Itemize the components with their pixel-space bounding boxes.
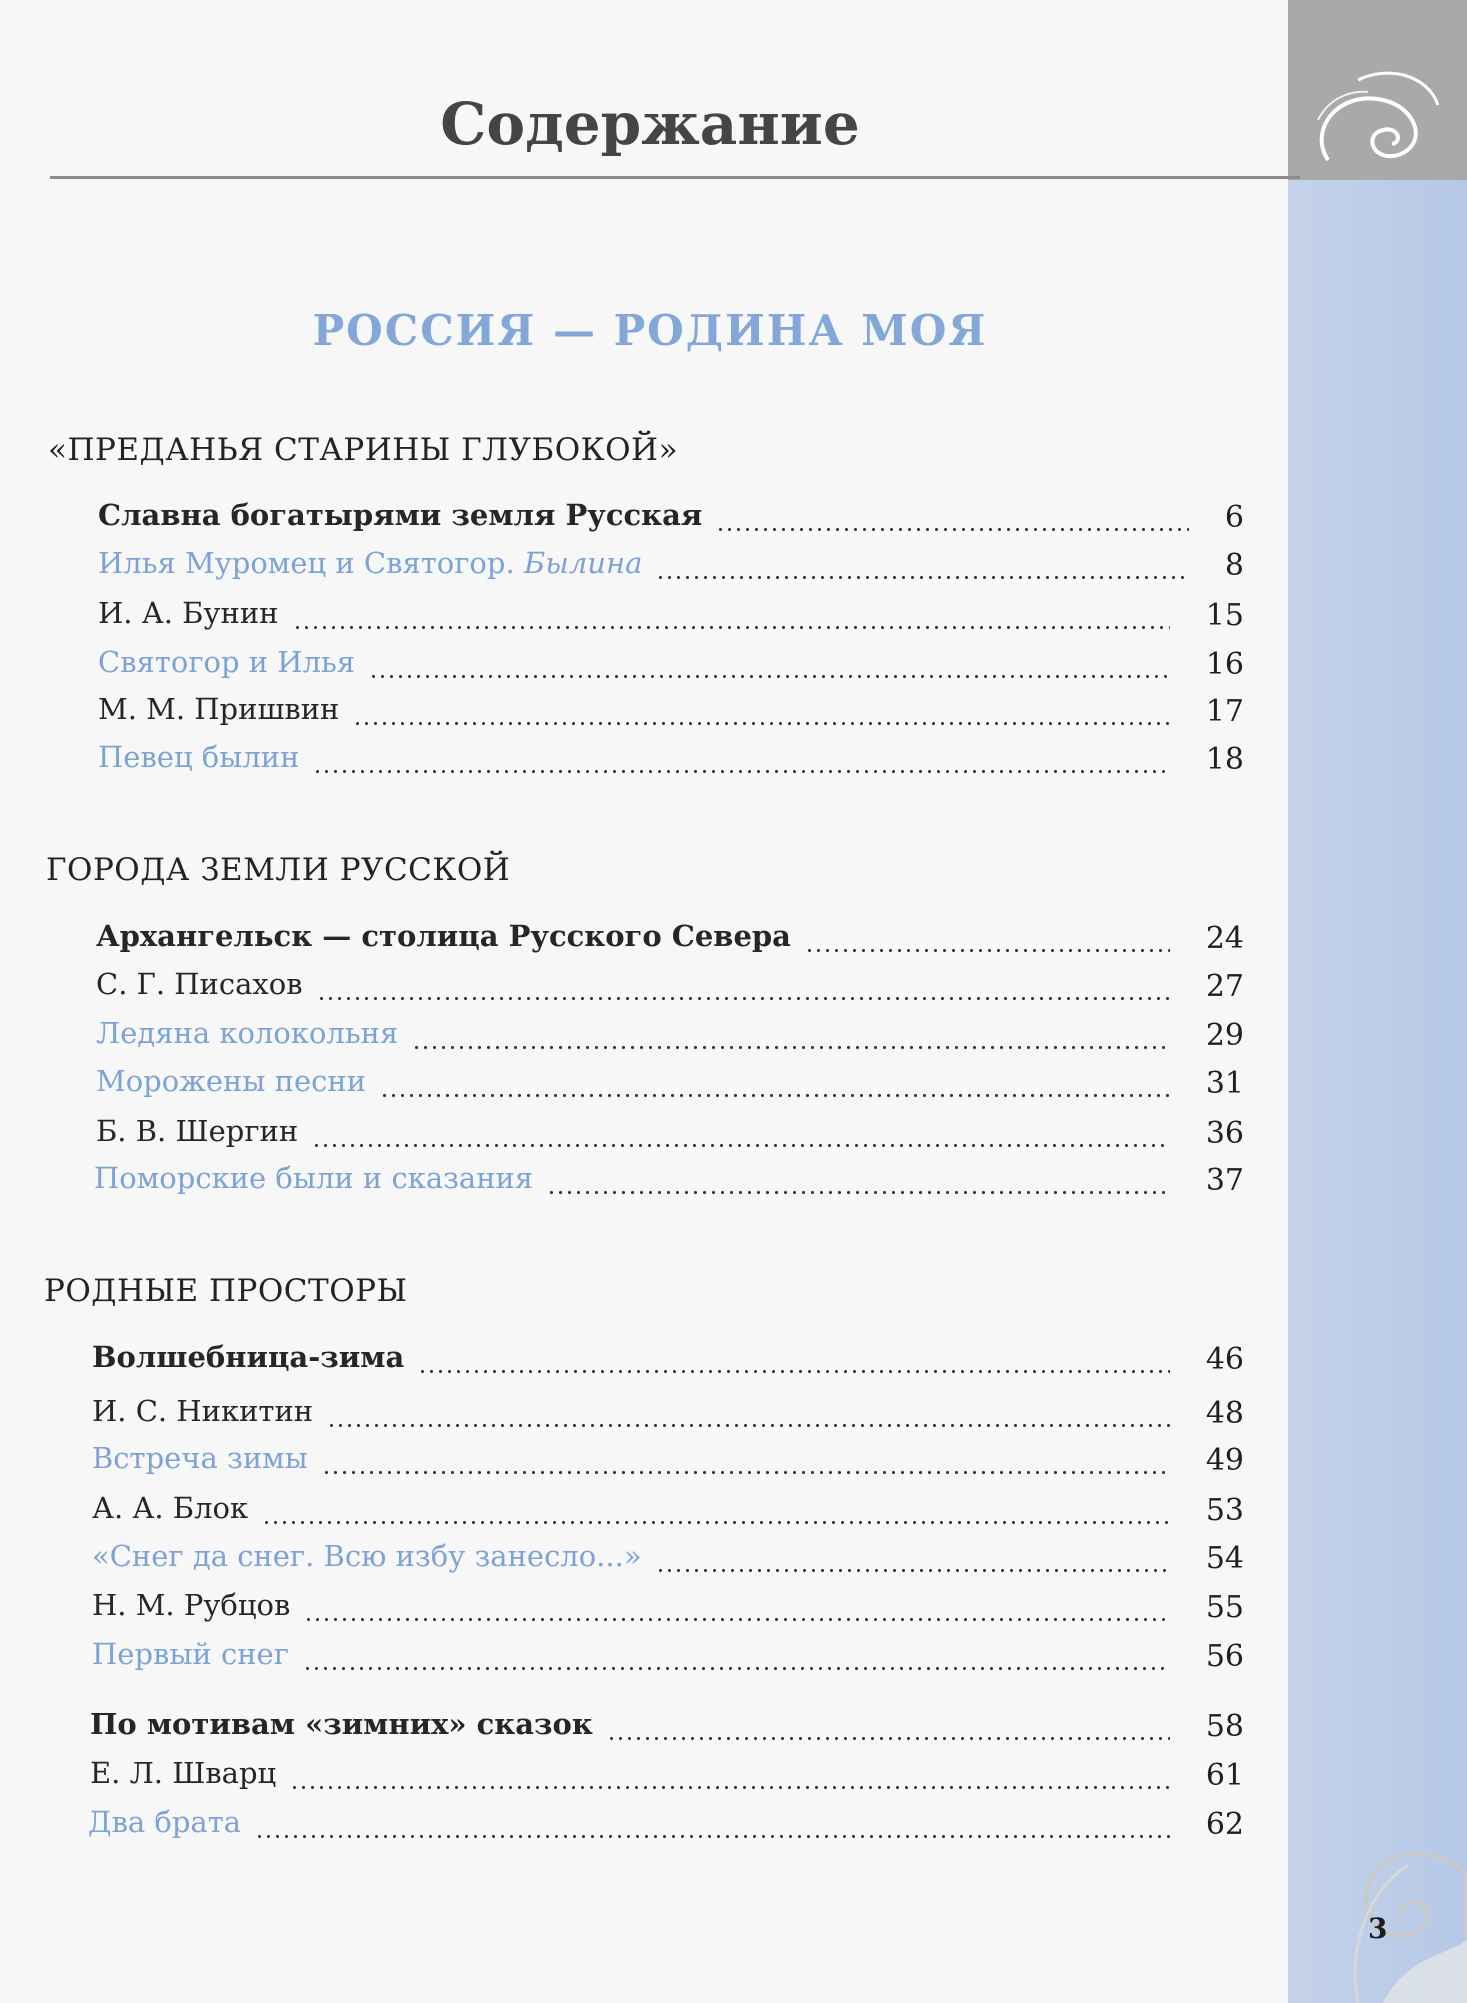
toc-entry-page: 29 <box>1205 1018 1244 1053</box>
toc-entry <box>0 1340 1244 1384</box>
leader-dots <box>313 770 1170 773</box>
toc-entry <box>0 1491 1244 1535</box>
toc-entry <box>0 596 1244 640</box>
toc-entry-text: Певец былин <box>98 740 300 774</box>
toc-entry-label <box>94 1161 533 1195</box>
section-heading: «ПРЕДАНЬЯ СТАРИНЫ ГЛУБОКОЙ» <box>48 432 679 468</box>
leader-dots <box>805 949 1170 952</box>
toc-entry <box>0 1064 1244 1108</box>
toc-entry-page: 27 <box>1205 969 1244 1004</box>
toc-entry-label <box>88 1805 241 1839</box>
toc-entry-text: И. С. Никитин <box>92 1394 314 1428</box>
toc-entry <box>0 1161 1244 1205</box>
section-heading: ГОРОДА ЗЕМЛИ РУССКОЙ <box>46 852 511 888</box>
toc-entry-label <box>96 1064 366 1098</box>
leader-dots <box>322 1471 1170 1474</box>
toc-entry-label <box>92 1539 642 1573</box>
toc-entry <box>0 1114 1244 1158</box>
toc-entry-label <box>92 1588 290 1622</box>
toc-entry-label <box>98 498 702 532</box>
toc-entry <box>0 919 1244 963</box>
toc-entry-text: Архангельск — столица Русского Севера <box>96 919 791 953</box>
page-number: 3 <box>1368 1912 1388 1945</box>
leader-dots <box>607 1737 1170 1740</box>
leader-dots <box>353 722 1170 725</box>
toc-entry <box>0 1756 1244 1800</box>
header-rule <box>50 176 1300 179</box>
toc-entry-page: 15 <box>1205 598 1244 633</box>
toc-entry-text: С. Г. Писахов <box>96 967 303 1001</box>
leader-dots <box>418 1370 1170 1373</box>
toc-entry-text: А. А. Блок <box>92 1491 249 1525</box>
toc-entry-label <box>92 1637 289 1671</box>
toc-entry-label <box>96 1114 298 1148</box>
toc-entry <box>0 1441 1244 1485</box>
toc-entry-label <box>96 919 791 953</box>
toc-entry-page: 61 <box>1205 1758 1244 1793</box>
toc-entry <box>0 1588 1244 1632</box>
toc-entry <box>0 1539 1244 1583</box>
toc-entry-label <box>98 546 642 580</box>
toc-entry-page: 8 <box>1224 548 1244 583</box>
toc-entry-label <box>98 596 279 630</box>
toc-entry-text: Поморские были и сказания <box>94 1161 534 1195</box>
toc-entry-text: Волшебница-зима <box>92 1340 405 1374</box>
leader-dots <box>290 1786 1170 1789</box>
toc-entry-label <box>98 740 299 774</box>
toc-entry-page: 48 <box>1205 1396 1244 1431</box>
leader-dots <box>303 1667 1170 1670</box>
toc-entry-text: Б. В. Шергин <box>96 1114 299 1148</box>
toc-entry-genre: Былина <box>523 546 643 580</box>
toc-entry-text: Славна богатырями земля Русская <box>98 498 703 532</box>
toc-entry-text: По мотивам «зимних» сказок <box>90 1707 593 1741</box>
toc-entry-label <box>90 1707 593 1741</box>
toc-entry-page: 46 <box>1205 1342 1244 1377</box>
leader-dots <box>262 1521 1170 1524</box>
toc-entry <box>0 1805 1244 1849</box>
toc-entry-text: Е. Л. Шварц <box>90 1756 277 1790</box>
leader-dots <box>293 626 1170 629</box>
leader-dots <box>312 1144 1170 1147</box>
toc-entry-page: 56 <box>1205 1639 1244 1674</box>
toc-entry-label <box>96 967 303 1001</box>
toc-entry <box>0 1637 1244 1681</box>
leader-dots <box>656 1569 1170 1572</box>
toc-entry-page: 6 <box>1224 500 1244 535</box>
toc-entry-label <box>90 1756 276 1790</box>
swirl-ornament-icon <box>1288 60 1448 180</box>
toc-entry-page: 53 <box>1205 1493 1244 1528</box>
leader-dots <box>412 1046 1170 1049</box>
leader-dots <box>327 1424 1170 1427</box>
toc-entry-page: 16 <box>1205 647 1244 682</box>
part-title: РОССИЯ — РОДИНА МОЯ <box>312 306 988 355</box>
toc-entry-text: Встреча зимы <box>92 1441 308 1475</box>
leader-dots <box>547 1191 1170 1194</box>
toc-entry-page: 54 <box>1205 1541 1244 1576</box>
toc-entry-text: Морожены песни <box>96 1064 367 1098</box>
toc-entry <box>0 692 1244 736</box>
toc-entry-text: Ледяна колокольня <box>96 1016 399 1050</box>
toc-entry-page: 36 <box>1205 1116 1244 1151</box>
leader-dots <box>304 1618 1170 1621</box>
toc-entry-text: Два брата <box>88 1805 242 1839</box>
toc-entry-label <box>92 1394 313 1428</box>
toc-entry-page: 62 <box>1205 1807 1244 1842</box>
toc-entry-text: Илья Муромец и Святогор. <box>98 546 524 580</box>
toc-entry-label <box>92 1441 308 1475</box>
leader-dots <box>255 1835 1170 1838</box>
toc-entry-text: М. М. Пришвин <box>98 692 340 726</box>
toc-entry-text: И. А. Бунин <box>98 596 279 630</box>
toc-entry-text: Святогор и Илья <box>98 645 356 679</box>
leader-dots <box>380 1094 1170 1097</box>
toc-entry-text: Первый снег <box>92 1637 289 1671</box>
leader-dots <box>716 528 1189 531</box>
toc-entry-page: 55 <box>1205 1590 1244 1625</box>
toc-entry-label <box>92 1491 248 1525</box>
toc-entry-text: «Снег да снег. Всю избу занесло...» <box>92 1539 642 1573</box>
toc-entry-page: 31 <box>1205 1066 1244 1101</box>
toc-entry-page: 18 <box>1205 742 1244 777</box>
toc-entry-page: 37 <box>1205 1163 1244 1198</box>
toc-entry-label <box>92 1340 404 1374</box>
toc-entry-page: 49 <box>1205 1443 1244 1478</box>
toc-entry <box>0 645 1244 689</box>
toc-entry <box>0 1394 1244 1438</box>
section-heading: РОДНЫЕ ПРОСТОРЫ <box>44 1273 408 1309</box>
toc-entry-label <box>98 692 339 726</box>
page-title: Содержание <box>440 90 860 158</box>
toc-entry-page: 58 <box>1205 1709 1244 1744</box>
toc-entry <box>0 1016 1244 1060</box>
leader-dots <box>369 675 1170 678</box>
toc-entry-label <box>98 645 355 679</box>
leader-dots <box>656 576 1189 579</box>
toc-entry <box>0 498 1244 542</box>
toc-entry <box>0 1707 1244 1751</box>
toc-entry <box>0 967 1244 1011</box>
leader-dots <box>317 997 1170 1000</box>
side-strip <box>1288 180 1467 2003</box>
toc-entry-page: 17 <box>1205 694 1244 729</box>
toc-entry-text: Н. М. Рубцов <box>92 1588 291 1622</box>
toc-entry-page: 24 <box>1205 921 1244 956</box>
toc-entry <box>0 740 1244 784</box>
toc-entry <box>0 546 1244 590</box>
toc-entry-label <box>96 1016 398 1050</box>
